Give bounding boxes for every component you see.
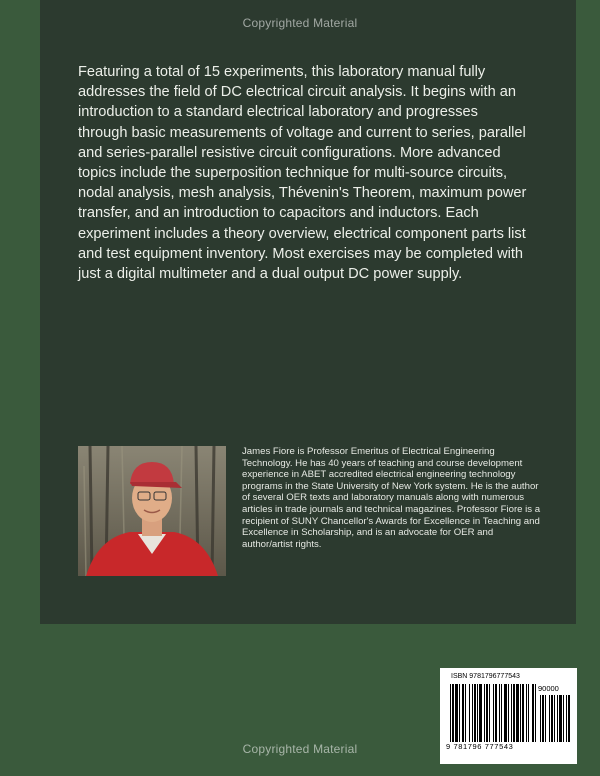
isbn-digits: 9 781796 777543 <box>446 742 514 751</box>
author-photo <box>78 446 226 576</box>
isbn-label: ISBN 9781796777543 <box>451 673 520 680</box>
watermark-bottom: Copyrighted Material <box>242 742 358 756</box>
book-description: Featuring a total of 15 experiments, this laboratory manual fully addresses the field of DC electrical circuit analysis. It begins with an introduction to a standard electrical laboratory and progresses through basic measurements of voltage and current to series, parallel and series-parallel resistive circuit configurations. More advanced topics include the superposition technique for multi-source circuits, nodal analysis, mesh analysis, Thévenin's Theorem, maximum power transfer, and an introduction to capacitors and inductors. Each experiment includes a theory overview, electrical component parts list and test equipment inventory. Most exercises may be completed with just a digital multimeter and a dual output DC power supply. <box>78 64 527 283</box>
author-bio: James Fiore is Professor Emeritus of Electrical Engineering Technology. He has 40 years of teaching and course development experience in ABET accredited electrical engineering technology programs in the State University of New York system. He is the author of several OER texts and laboratory manuals along with numerous articles in trade journals and technical magazines. Professor Fiore is a recipient of SUNY Chancellor's Awards for Excellence in Teaching and Excellence in Scholarship, and is an advocate for OER and author/artist rights. <box>242 446 541 550</box>
watermark-top: Copyrighted Material <box>242 16 358 30</box>
price-code: 90000 <box>538 684 559 693</box>
